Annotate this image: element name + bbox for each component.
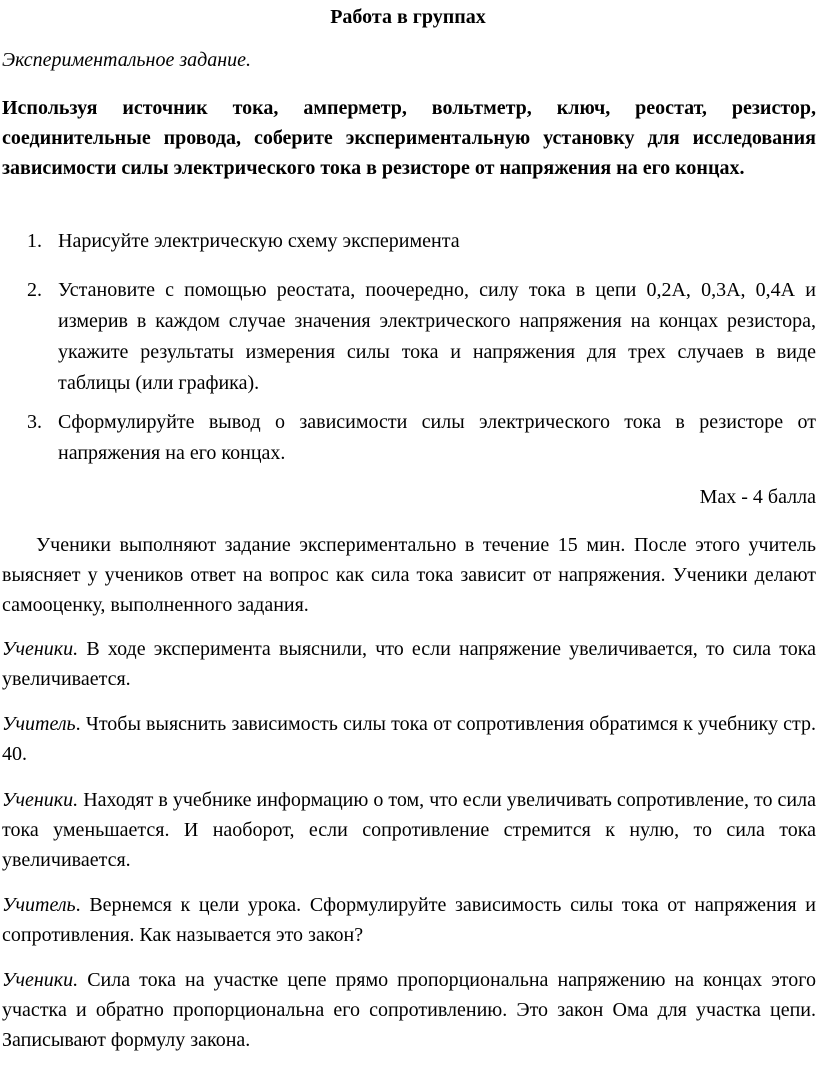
list-item-number: 2. — [27, 279, 42, 301]
list-item-number: 3. — [27, 411, 42, 433]
dialogue-paragraph — [2, 785, 816, 875]
dialogue-text: Сила тока на участке цепе прямо пропорциональна напряжению на концах этого участка и обратно пропорциональна его сопротивлению. Это закон Ома для участка цепи. Записывают формулу закона. — [2, 969, 816, 1051]
list-item-text: Нарисуйте электрическую схему эксперимента — [58, 230, 460, 252]
dialogue-text: Находят в учебнике информацию о том, что если увеличивать сопротивление, то сила тока уменьшается. И наоборот, если сопротивление стремится к нулю, то сила тока увеличивается. — [2, 789, 816, 871]
dialogue-text: . Вернемся к цели урока. Сформулируйте зависимость силы тока от напряжения и сопротивления. Как называется это закон? — [2, 894, 816, 946]
document-title: Работа в группах — [330, 6, 486, 28]
list-item-text: Установите с помощью реостата, поочередно, силу тока в цепи 0,2А, 0,3А, 0,4А и измерив в каждом случае значения электрического напряжения на концах резистора, укажите результаты измерения силы тока и напряжения для трех случаев в виде таблицы (или графика). — [58, 279, 816, 394]
dialogue-text: В ходе эксперимента выяснили, что если напряжение увеличивается, то сила тока увеличивается. — [2, 638, 816, 690]
dialogue-paragraph — [2, 965, 816, 1055]
list-item — [0, 275, 816, 399]
list-item — [0, 226, 816, 257]
dialogue-paragraph — [2, 709, 816, 769]
dialogue-paragraph — [2, 634, 816, 694]
speaker-label: Учитель — [2, 894, 76, 916]
speaker-label: Ученики. — [2, 638, 79, 660]
max-score: Max - 4 балла — [699, 486, 816, 508]
dialogue-paragraph — [2, 890, 816, 950]
list-item-number: 1. — [27, 230, 42, 252]
task-statement: Используя источник тока, амперметр, вольтметр, ключ, реостат, резистор, соединительные провода, соберите экспериментальную установку для исследования зависимости силы электрического тока в резисторе от напряжения на его концах. — [2, 97, 816, 179]
list-item — [0, 407, 816, 469]
speaker-label: Ученики. — [2, 969, 79, 991]
document-subtitle: Экспериментальное задание. — [2, 49, 252, 71]
dialogue-text: . Чтобы выяснить зависимость силы тока от сопротивления обратимся к учебнику стр. 40. — [2, 713, 816, 765]
intro-paragraph: Ученики выполняют задание экспериментально в течение 15 мин. После этого учитель выясняет у учеников ответ на вопрос как сила тока зависит от напряжения. Ученики делают самооценку, выполненного задания. — [2, 534, 816, 616]
speaker-label: Учитель — [2, 713, 76, 735]
list-item-text: Сформулируйте вывод о зависимости силы электрического тока в резисторе от напряжения на его концах. — [58, 411, 816, 464]
speaker-label: Ученики. — [2, 789, 79, 811]
